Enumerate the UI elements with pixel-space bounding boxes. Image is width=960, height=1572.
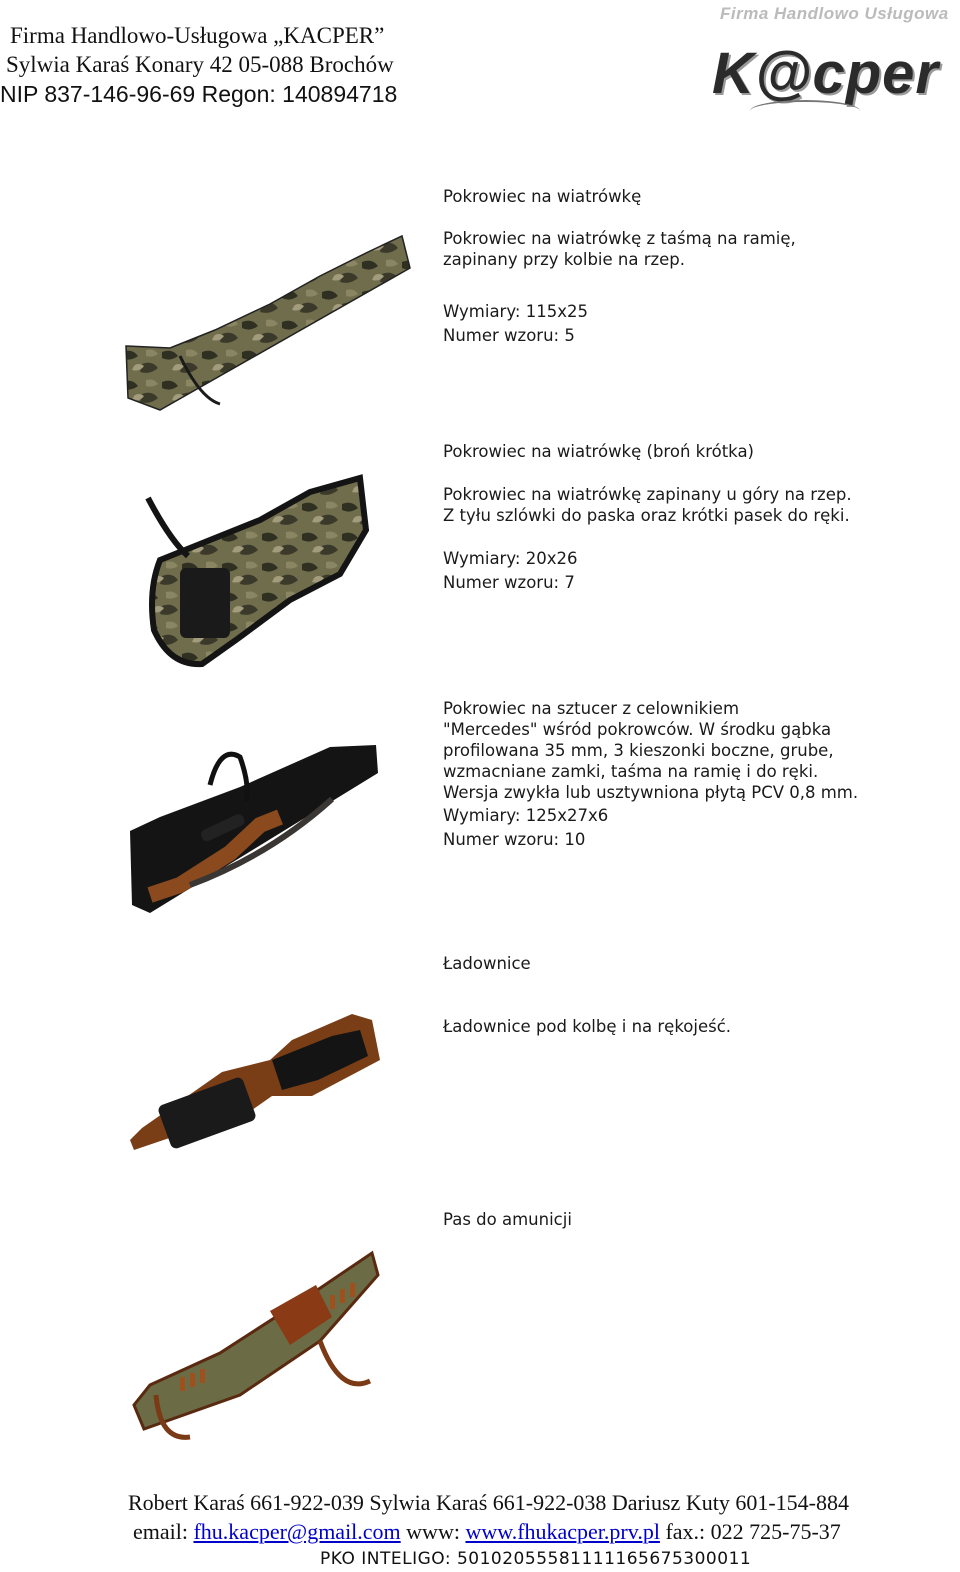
company-name: Firma Handlowo-Usługowa „KACPER” [10,23,385,48]
product-image-ammo-belt [120,1245,390,1445]
logo-swoosh [750,100,860,122]
product-image-ammo-pouch-stock [122,1000,392,1160]
product-1 [443,186,863,346]
product-description: "Mercedes" wśród pokrowców. W środku gąbka profilowana 35 mm, 3 kieszonki boczne, grube, wzmacniane zamki, taśma na ramię i do ręki. Wersja zwykła lub usztywniona płytą PCV 0,8 mm. [443,720,859,802]
product-pattern: Numer wzoru: 10 [443,830,586,849]
bank-account: PKO INTELIGO: 50102055581111165675300011 [320,1549,752,1569]
product-title: Pokrowiec na wiatrówkę [443,187,642,206]
footer-contacts: Robert Karaś 661-922-039 Sylwia Karaś 661-922-038 Dariusz Kuty 601-154-884 [128,1490,849,1515]
product-3 [443,698,863,850]
product-4 [443,953,863,1037]
product-2 [443,441,863,593]
product-image-camo-pistol-cover [140,470,380,670]
product-description: Pokrowiec na wiatrówkę z taśmą na ramię, zapinany przy kolbie na rzep. [443,229,796,269]
logo-tagline: Firma Handlowo Usługowa [720,4,949,23]
email-link[interactable]: fhu.kacper@gmail.com [193,1519,401,1544]
email-label: email: [133,1519,188,1544]
product-pattern: Numer wzoru: 5 [443,326,575,345]
www-label: www: [406,1519,460,1544]
product-title: Pokrowiec na sztucer z celownikiem [443,699,740,718]
product-dimensions: Wymiary: 115x25 [443,302,588,321]
product-image-camo-rifle-cover [120,228,420,418]
product-title: Ładownice [443,954,531,973]
website-link[interactable]: www.fhukacper.prv.pl [465,1519,660,1544]
product-title: Pokrowiec na wiatrówkę (broń krótka) [443,442,754,461]
product-dimensions: Wymiary: 125x27x6 [443,806,609,825]
logo [700,0,960,130]
company-ids: NIP 837-146-96-69 Regon: 140894718 [0,81,398,107]
footer-contact-line [133,1519,841,1545]
product-description: Ładownice pod kolbę i na rękojeść. [443,1017,732,1036]
product-description: Pokrowiec na wiatrówkę zapinany u góry na rzep. Z tyłu szlówki do paska oraz krótki pasek do ręki. [443,485,852,525]
product-pattern: Numer wzoru: 7 [443,573,575,592]
fax-number: fax.: 022 725-75-37 [665,1519,841,1544]
product-5 [443,1209,863,1230]
product-image-black-scoped-rifle-cover [120,735,390,925]
product-dimensions: Wymiary: 20x26 [443,549,578,568]
product-title: Pas do amunicji [443,1210,572,1229]
logo-name: K@cper [712,41,939,106]
company-address: Sylwia Karaś Konary 42 05-088 Brochów [6,52,394,77]
